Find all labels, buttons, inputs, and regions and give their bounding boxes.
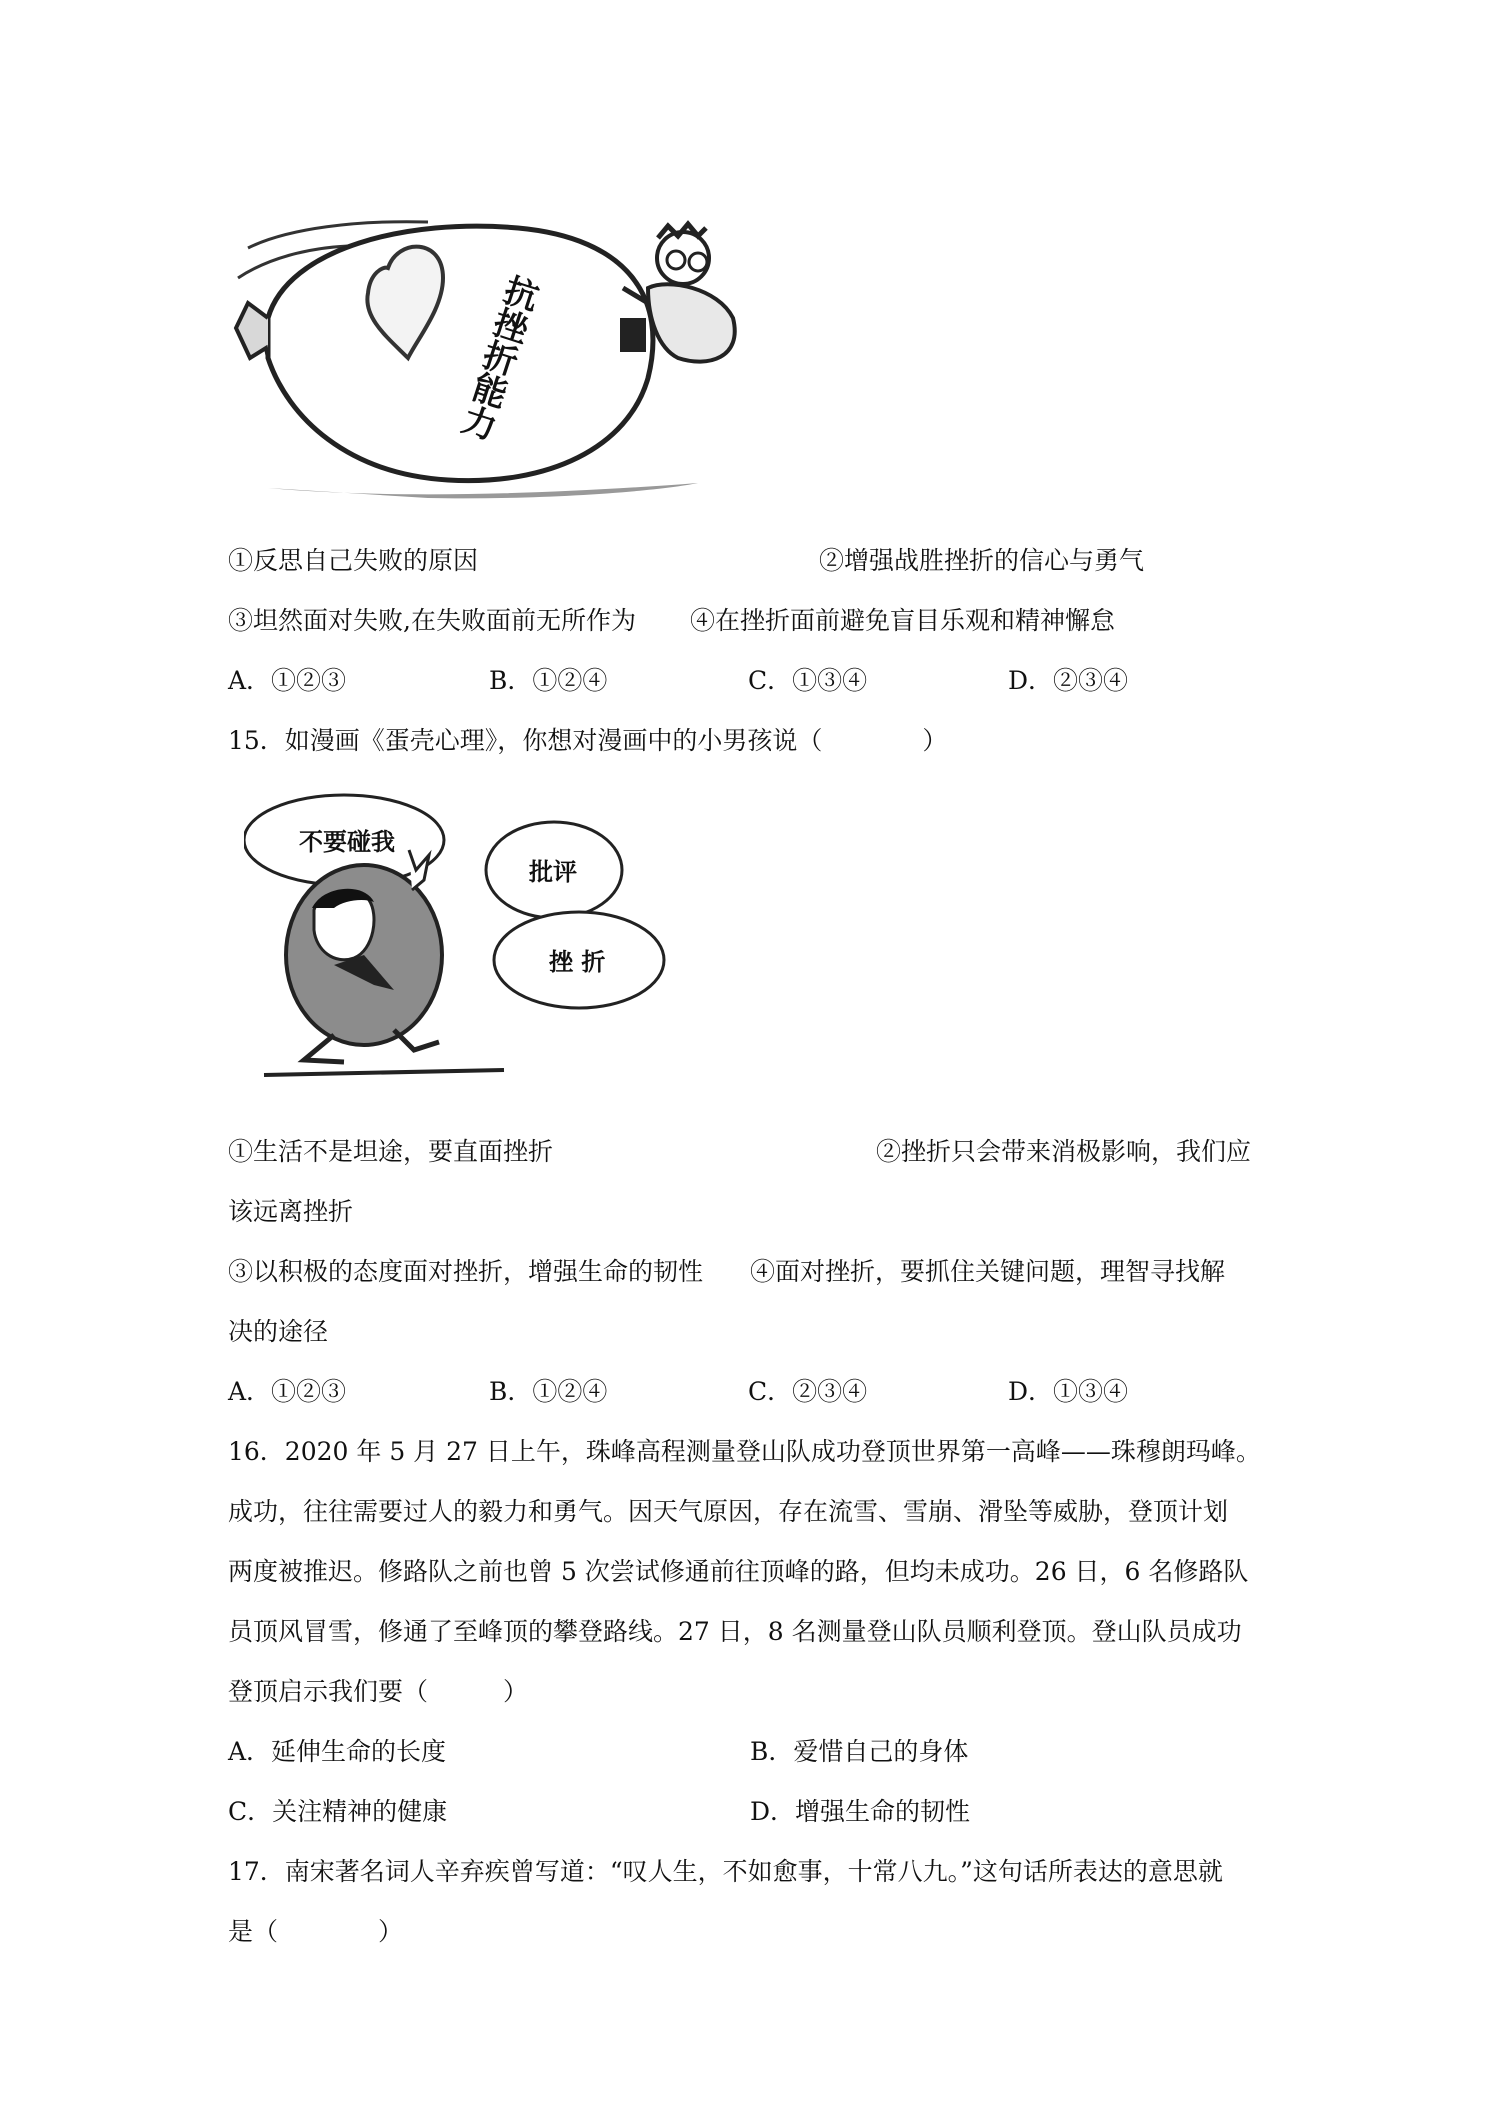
cartoon-resilience-bag [228,208,788,508]
q14-option-2: ②增强战胜挫折的信心与勇气 [819,546,1145,575]
q16-choice-a[interactable]: A．延伸生命的长度 [228,1737,447,1766]
bubble-criticism: 批评 [529,858,577,886]
q14-option-3: ③坦然面对失败,在失败面前无所作为 [228,606,636,635]
q15-option-2-line1: ②挫折只会带来消极影响，我们应 [876,1137,1252,1166]
q16-stem-line1: 16．2020 年 5 月 27 日上午，珠峰高程测量登山队成功登顶世界第一高峰——珠穆朗玛峰。 [228,1437,1261,1466]
q15-stem: 15．如漫画《蛋壳心理》，你想对漫画中的小男孩说（ ） [228,726,948,755]
q14-option-4: ④在挫折面前避免盲目乐观和精神懈怠 [690,606,1116,635]
q17-stem-line1: 17．南宋著名词人辛弃疾曾写道：“叹人生，不如愈事，十常八九。”这句话所表达的意思就 [228,1857,1223,1886]
q14-choice-d[interactable]: D．②③④ [1008,666,1129,695]
q16-stem-line5: 登顶启示我们要（ ） [228,1677,529,1706]
q15-option-3: ③以积极的态度面对挫折，增强生命的韧性 [228,1257,704,1286]
q15-choice-c[interactable]: C．②③④ [748,1377,868,1406]
q15-option-4-line2: 决的途径 [228,1317,329,1346]
q15-option-1: ①生活不是坦途，要直面挫折 [228,1137,554,1166]
q16-stem-line2: 成功，往往需要过人的毅力和勇气。因天气原因，存在流雪、雪崩、滑坠等威胁，登顶计划 [228,1497,1229,1526]
q15-choice-b[interactable]: B．①②④ [489,1377,608,1406]
q16-stem-line4: 员顶风冒雪，修通了至峰顶的攀登路线。27 日，8 名测量登山队员顺利登顶。登山队员成功 [228,1617,1242,1646]
q16-choice-d[interactable]: D．增强生命的韧性 [750,1797,971,1826]
q17-stem-line2: 是（ ） [228,1917,404,1946]
q16-choice-b[interactable]: B．爱惜自己的身体 [750,1737,969,1766]
q15-option-4-line1: ④面对挫折，要抓住关键问题，理智寻找解 [750,1257,1226,1286]
bubble-dont-touch-me: 不要碰我 [299,828,395,856]
q14-option-1: ①反思自己失败的原因 [228,546,479,575]
q15-choice-a[interactable]: A．①②③ [228,1377,347,1406]
q14-choice-b[interactable]: B．①②④ [489,666,608,695]
q14-choice-a[interactable]: A．①②③ [228,666,347,695]
cartoon-eggshell-mind [244,790,674,1080]
q16-choice-c[interactable]: C．关注精神的健康 [228,1797,448,1826]
q14-choice-c[interactable]: C．①③④ [748,666,868,695]
bag-label: 抗挫折能力 [452,269,543,444]
q15-option-2-line2: 该远离挫折 [228,1197,354,1226]
bubble-frustration: 挫 折 [549,948,606,976]
q15-choice-d[interactable]: D．①③④ [1008,1377,1129,1406]
q16-stem-line3: 两度被推迟。修路队之前也曾 5 次尝试修通前往顶峰的路，但均未成功。26 日，6 名修路队 [228,1557,1249,1586]
